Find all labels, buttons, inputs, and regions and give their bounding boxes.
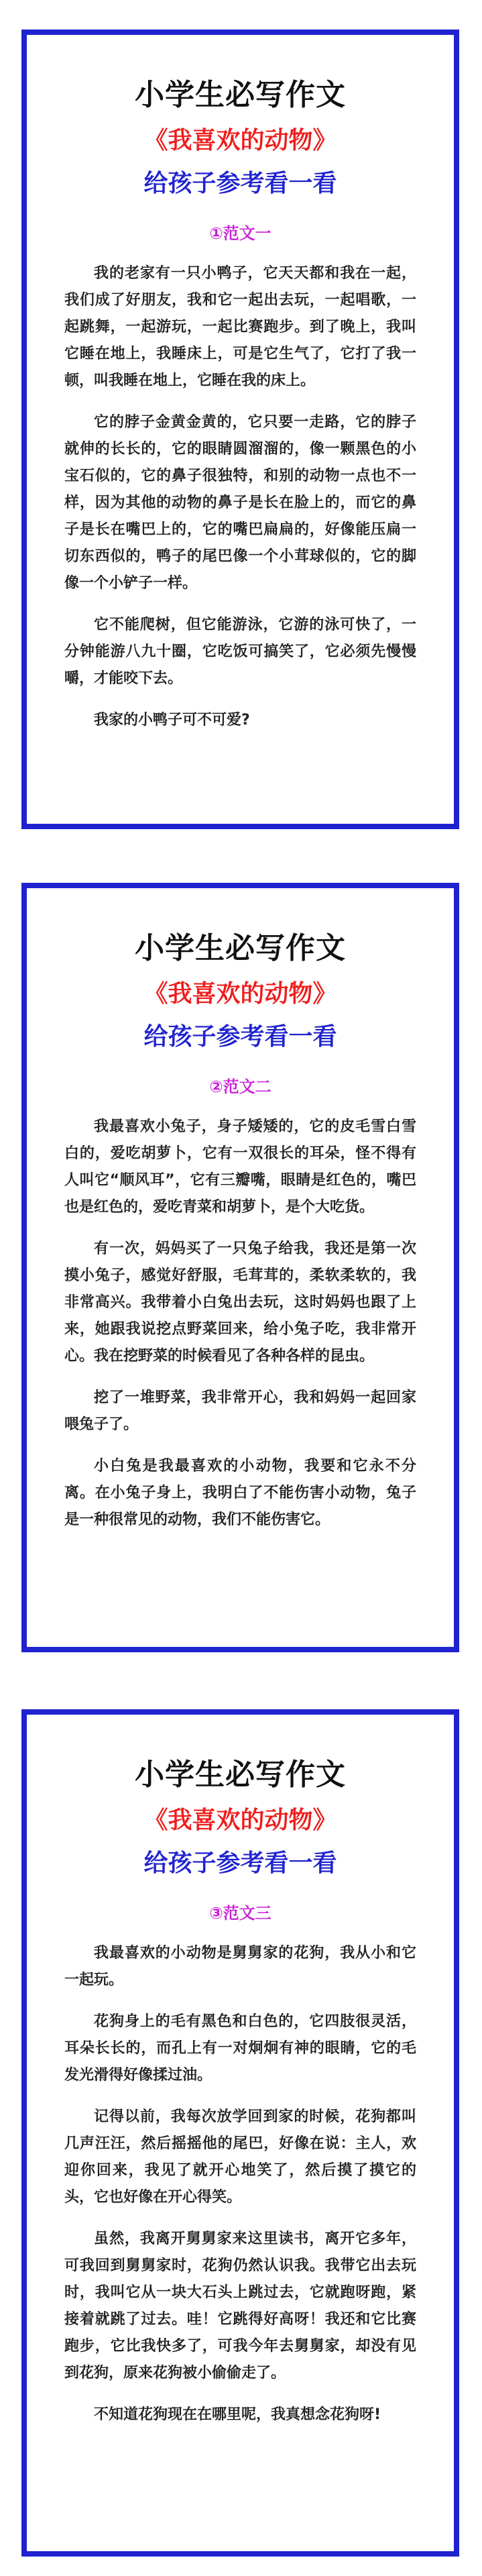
section-label: ②范文二: [209, 1077, 272, 1096]
essay-card-2: [21, 883, 459, 1652]
essay-title: 小学生必写作文: [135, 931, 346, 965]
essay-paragraph: 我最喜欢的小动物是舅舅家的花狗，我从小和它一起玩。: [64, 1945, 416, 1988]
essay-card-3: [21, 1709, 459, 2557]
essay-title: 小学生必写作文: [135, 78, 346, 112]
essay-paragraph: 虽然，我离开舅舅家来这里读书，离开它多年，可我回到舅舅家时，花狗仍然认识我。我带它出去玩时，我叫它从一块大石头上跳过去，它就跑呀跑，紧接着就跳了过去。哇！它跳得好高呀！我还和它比赛跑步，它比我快多了，可我今年去舅舅家，却没有见到花狗，原来花狗被小偷偷走了。: [64, 2231, 416, 2381]
essay-tagline: 给孩子参考看一看: [143, 1023, 337, 1051]
essay-subtitle: 《我喜欢的动物》: [143, 980, 337, 1008]
essay-tagline: 给孩子参考看一看: [143, 1849, 337, 1877]
essay-subtitle: 《我喜欢的动物》: [143, 1807, 337, 1834]
essay-paragraph: 它不能爬树，但它能游泳，它游的泳可快了，一分钟能游八九十圈，它吃饭可搞笑了，它必须先慢慢嚼，才能咬下去。: [64, 616, 416, 687]
essay-tagline: 给孩子参考看一看: [143, 170, 337, 197]
essay-body: [64, 260, 416, 734]
essay-paragraph: 不知道花狗现在在哪里呢，我真想念花狗呀!: [94, 2406, 381, 2423]
essay-card-1: [21, 30, 459, 829]
section-label: ③范文三: [209, 1904, 272, 1923]
essay-subtitle: 《我喜欢的动物》: [143, 127, 337, 154]
essay-paragraph: 我最喜欢小兔子，身子矮矮的，它的皮毛雪白雪白的，爱吃胡萝卜，它有一双很长的耳朵，怪不得有人叫它“顺风耳”，它有三瓣嘴，眼睛是红色的，嘴巴也是红色的，爱吃青菜和胡萝卜，是个大吃货。: [64, 1118, 416, 1216]
essay-body: [64, 1940, 416, 2428]
essay-paragraph: 我的老家有一只小鸭子，它天天都和我在一起，我们成了好朋友，我和它一起出去玩，一起唱歌，一起跳舞，一起游玩，一起比赛跑步。到了晚上，我叫它睡在地上，我睡床上，可是它生气了，它打了我一顿，叫我睡在地上，它睡在我的床上。: [64, 265, 416, 389]
essay-body: [64, 1114, 416, 1534]
essay-paragraph: 有一次，妈妈买了一只兔子给我，我还是第一次摸小兔子，感觉好舒服，毛茸茸的，柔软柔软的，我非常高兴。我带着小白兔出去玩，这时妈妈也跟了上来，她跟我说挖点野菜回来，给小兔子吃，我非常开心。我在挖野菜的时候看见了各种各样的昆虫。: [64, 1240, 416, 1364]
section-label: ①范文一: [209, 224, 272, 243]
essay-paragraph: 我家的小鸭子可不可爱?: [94, 712, 250, 729]
essay-paragraph: 花狗身上的毛有黑色和白色的，它四肢很灵活，耳朵长长的，而孔上有一对炯炯有神的眼睛，它的毛发光滑得好像揉过油。: [64, 2013, 416, 2084]
essay-paragraph: 它的脖子金黄金黄的，它只要一走路，它的脖子就伸的长长的，它的眼睛圆溜溜的，像一颗黑色的小宝石似的，它的鼻子很独特，和别的动物一点也不一样，因为其他的动物的鼻子是长在脸上的，而它的鼻子是长在嘴巴上的，它的嘴巴扁扁的，好像能压扁一切东西似的，鸭子的尾巴像一个小茸球似的，它的脚像一个小铲子一样。: [64, 414, 416, 592]
essay-paragraph: 记得以前，我每次放学回到家的时候，花狗都叫几声汪汪，然后摇摇他的尾巴，好像在说：主人，欢迎你回来，我见了就开心地笑了，然后摸了摸它的头，它也好像在开心得笑。: [64, 2108, 416, 2206]
essay-paragraph: 小白兔是我最喜欢的小动物，我要和它永不分离。在小兔子身上，我明白了不能伤害小动物，兔子是一种很常见的动物，我们不能伤害它。: [64, 1458, 416, 1528]
essay-paragraph: 挖了一堆野菜，我非常开心，我和妈妈一起回家喂兔子了。: [64, 1389, 416, 1433]
essay-title: 小学生必写作文: [135, 1758, 346, 1792]
